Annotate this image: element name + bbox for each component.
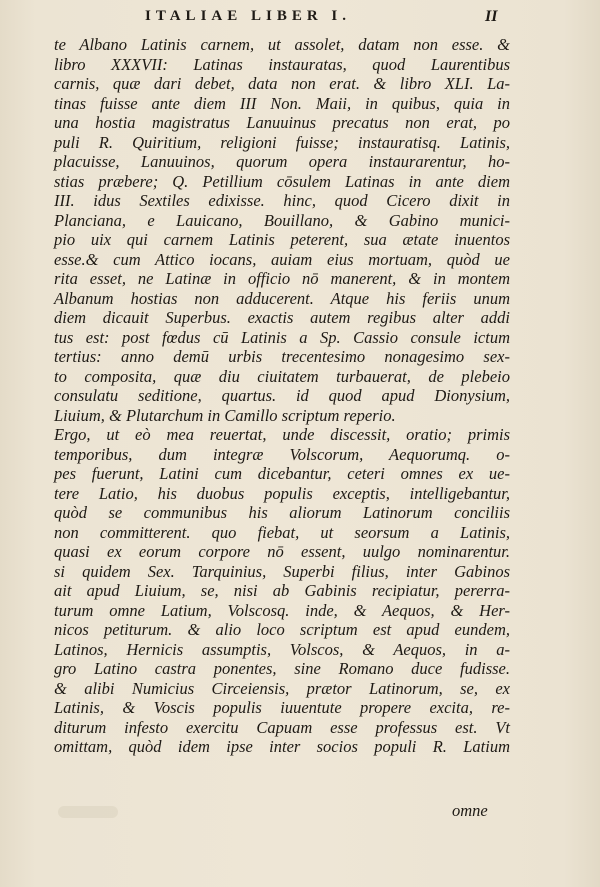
text-line: omittam, quòd idem ipse inter socios populi R. Latium (54, 737, 510, 756)
text-line: ait apud Liuium, se, nisi ab Gabinis recipiatur, pererra- (54, 581, 510, 600)
text-line: puli R. Quiritium, religioni fuisse; instauratisq. Latinis, (54, 132, 510, 152)
page-header (0, 4, 600, 32)
text-line: una hostia magistratus Lanuuinus precatus non erat, po (54, 113, 510, 132)
text-line: placuisse, Lanuuinos, quorum opera instaurarentur, ho- (54, 152, 510, 171)
text-line: diem dicauit Superbus. exactis autem regibus alter addi (54, 308, 510, 327)
running-title: ITALIAE LIBER I. (145, 8, 352, 24)
paper-stain (58, 806, 118, 818)
text-line: tus est: post fœdus cū Latinis a Sp. Cassio consule ictum (54, 327, 510, 347)
text-line: carnis, quæ dari debet, data non erat. & libro XLI. La- (54, 74, 510, 93)
text-line: si quidem Sex. Tarquinius, Superbi filius, inter Gabinos (54, 561, 510, 581)
text-line: pio uix qui carnem Latinis peterent, sua ætate inuentos (54, 230, 510, 249)
text-line: libro XXXVII: Latinas instauratas, quod Laurentibus (54, 54, 510, 74)
text-line: Albanum hostias non adducerent. Atque his feriis unum (54, 288, 510, 308)
text-line: Latinis, & Voscis populis iuuentute propere excita, re- (54, 698, 510, 717)
text-line: temporibus, dum integræ Volscorum, Aequorumq. o- (54, 444, 510, 464)
text-line: III. idus Sextiles edixisse. hinc, quod Cicero dixit in (54, 191, 510, 210)
text-line: rita esset, ne Latinæ in officio nō manerent, & in montem (54, 269, 510, 288)
text-line: non committerent. quo fiebat, ut seorsum a Latinis, (54, 522, 510, 542)
text-line: Ergo, ut eò mea reuertat, unde discessit, oratio; primis (54, 425, 510, 444)
text-line: te Albano Latinis carnem, ut assolet, datam non esse. & (54, 35, 510, 54)
text-line: nicos petiturum. & alio loco scriptum est apud eundem, (54, 620, 510, 639)
text-line: quasi ex eorum corpore nō essent, uulgo nominarentur. (54, 542, 510, 561)
text-line: stias præbere; Q. Petillium cōsulem Latinas in ante diem (54, 171, 510, 191)
folio-number: II (485, 8, 498, 25)
text-line: turum omne Latium, Volscosq. inde, & Aequos, & Her- (54, 600, 510, 620)
text-line: esse.& cum Attico iocans, auiam eius mortuam, quòd ue (54, 249, 510, 269)
text-line: Latinos, Hernicis assumptis, Volscos, & Aequos, in a- (54, 639, 510, 659)
text-line: pes fuerunt, Latini cum dicebantur, ceteri omnes ex ue- (54, 464, 510, 483)
catchword: omne (452, 801, 488, 820)
text-line: tertius: anno demū urbis trecentesimo nonagesimo sex- (54, 347, 510, 366)
text-line: gro Latino castra ponentes, sine Romano duce fudisse. (54, 659, 510, 678)
text-line: to composita, quæ diu ciuitatem turbauerat, de plebeio (54, 366, 510, 386)
text-line: tinas fuisse ante diem III Non. Maii, in quibus, quia in (54, 93, 510, 113)
text-line: Liuium, & Plutarchum in Camillo scriptum reperio. (54, 405, 396, 425)
text-line: diturum infesto exercitu Capuam esse professus est. Vt (54, 717, 510, 737)
text-line: consulatu seditione, quartus. id quod apud Dionysium, (54, 386, 510, 405)
text-line: quòd se communibus his aliorum Latinorum conciliis (54, 503, 510, 522)
body-text (54, 35, 510, 757)
text-line: & alibi Numicius Circeiensis, prætor Latinorum, se, ex (54, 678, 510, 698)
text-line: Planciana, e Lauicano, Bouillano, & Gabino munici- (54, 210, 510, 230)
text-line: tere Latio, his duobus populis exceptis, intelligebantur, (54, 483, 510, 503)
